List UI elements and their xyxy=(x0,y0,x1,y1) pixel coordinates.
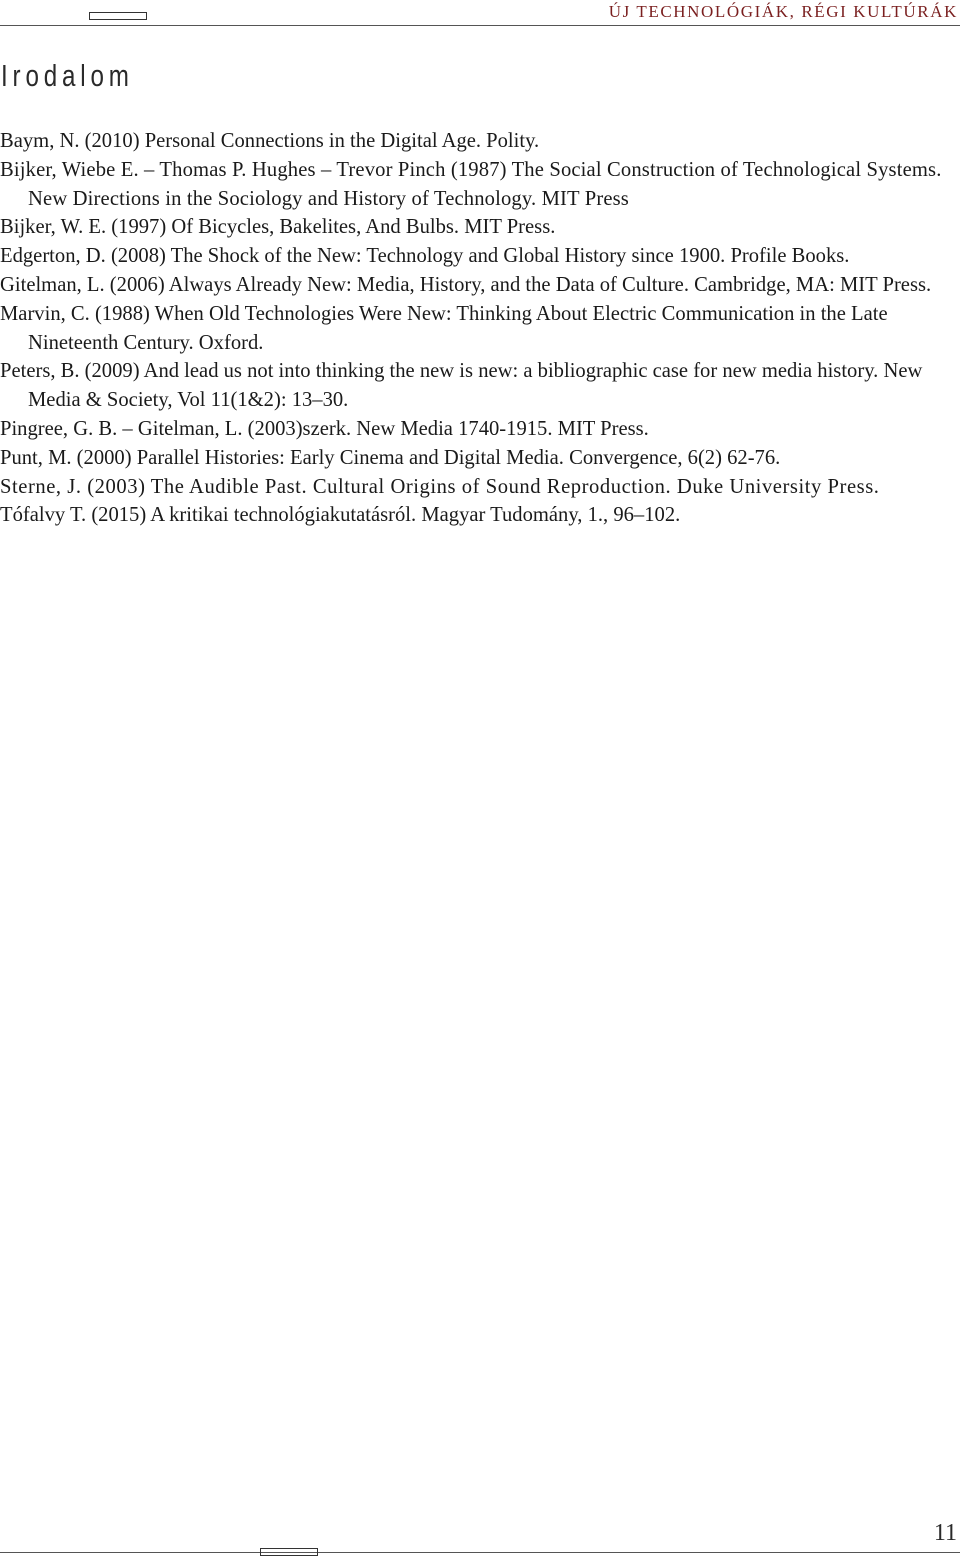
reference-item: Peters, B. (2009) And lead us not into thinking the new is new: a bibliographic case for new media history. New Media & Society, Vol 11(1&2): 13–30. xyxy=(0,360,923,412)
reference-item: Tófalvy T. (2015) A kritikai technológiakutatásról. Magyar Tudomány, 1., 96–102. xyxy=(0,504,681,527)
page-number: 11 xyxy=(933,1520,957,1546)
reference-item: Baym, N. (2010) Personal Connections in the Digital Age. Polity. xyxy=(0,130,540,152)
reference-item: Marvin, C. (1988) When Old Technologies Were New: Thinking About Electric Communication in the Late Nineteenth Century. Oxford. xyxy=(0,302,888,354)
section-title: Irodalom xyxy=(1,58,134,93)
running-head: ÚJ TECHNOLÓGIÁK, RÉGI KULTÚRÁK xyxy=(608,2,958,21)
footer-rule xyxy=(0,1552,960,1553)
footer-ornament-box xyxy=(260,1548,318,1556)
reference-list xyxy=(0,127,960,530)
reference-item: Punt, M. (2000) Parallel Histories: Early Cinema and Digital Media. Convergence, 6(2) 62-76. xyxy=(0,446,781,469)
reference-item: Bijker, W. E. (1997) Of Bicycles, Bakelites, And Bulbs. MIT Press. xyxy=(0,216,556,239)
header-ornament-box xyxy=(89,12,147,20)
reference-item: Gitelman, L. (2006) Always Already New: Media, History, and the Data of Culture. Cambridge, MA: MIT Press. xyxy=(0,273,932,296)
header-rule xyxy=(0,25,960,26)
reference-item: Sterne, J. (2003) The Audible Past. Cultural Origins of Sound Reproduction. Duke University Press. xyxy=(0,475,880,498)
reference-item: Bijker, Wiebe E. – Thomas P. Hughes – Trevor Pinch (1987) The Social Construction of Technological Systems. New Directions in the Sociology and History of Technology. MIT Press xyxy=(0,158,942,210)
reference-item: Pingree, G. B. – Gitelman, L. (2003)szerk. New Media 1740-1915. MIT Press. xyxy=(0,417,649,440)
reference-item: Edgerton, D. (2008) The Shock of the New: Technology and Global History since 1900. Profile Books. xyxy=(0,245,850,268)
